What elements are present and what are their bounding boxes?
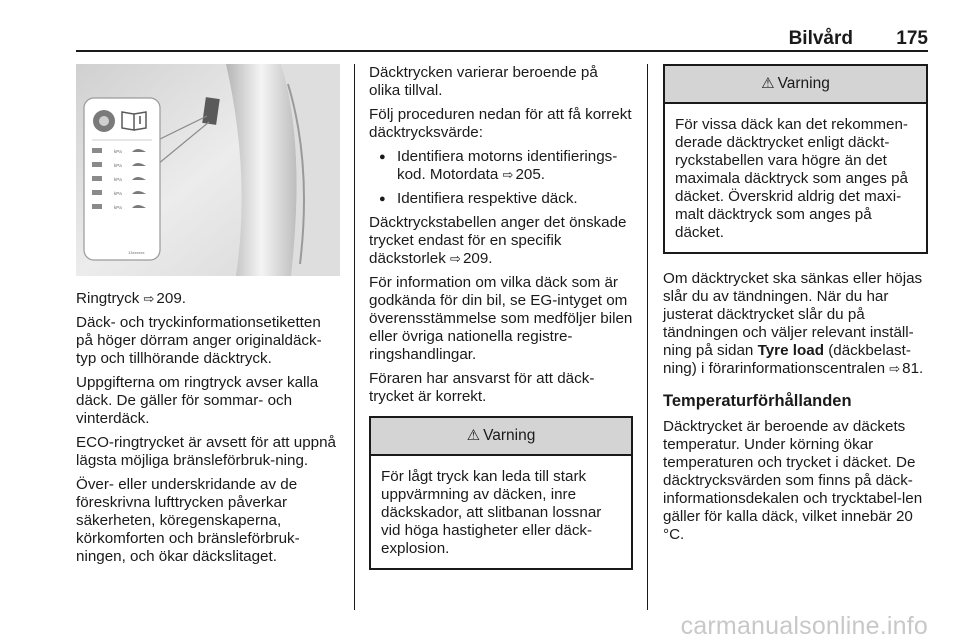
page-reference[interactable]: 209.: [462, 250, 493, 267]
column-divider: [647, 64, 648, 610]
paragraph: Däcktrycket är beroende av däckets temperatur. Under körning ökar temperaturen och trycket i däcket. De däcktrycksvärden som finns på däck-informationsdekalen och trycktabel-len gäller för kalla däck, vilket innebär 20 °C.: [663, 418, 923, 543]
paragraph: Ringtryck ⇨ 209.: [76, 290, 340, 308]
page-header: [76, 20, 928, 50]
warning-title: Varning: [483, 427, 536, 444]
pressure-unit-label: kPa: [114, 149, 122, 154]
warning-triangle-icon: ⚠: [466, 427, 481, 444]
pressure-unit-label: kPa: [114, 205, 122, 210]
page-number: 175: [896, 28, 928, 49]
warning-body: För lågt tryck kan leda till stark uppvärmning av däcken, inre däckskador, att slitbanan lossnar vid höga hastigheter eller däck-explosion.: [381, 468, 602, 557]
warning-header: [371, 418, 631, 456]
arrow-reference-icon: [503, 167, 514, 182]
page-reference[interactable]: 209.: [156, 290, 186, 307]
page-reference[interactable]: 81.: [902, 360, 924, 377]
arrow-reference-icon: [450, 251, 461, 266]
paragraph: Däcktrycken varierar beroende på olika tillval.: [369, 64, 598, 99]
paragraph: Däck- och tryckinformationsetiketten på höger dörram anger originaldäck-typ och tillhörande däcktryck.: [76, 314, 322, 367]
paragraph: ECO-ringtrycket är avsett för att uppnå lägsta möjliga bränsleförbruk-ning.: [76, 434, 336, 469]
paragraph: Däcktryckstabellen anger det önskade trycket endast för en specifik däckstorlek ⇨ 209.: [369, 214, 633, 268]
section-heading: Temperaturförhållanden: [663, 392, 852, 410]
list-item: ● Identifiera motorns identifierings-kod. Motordata ⇨ 205.: [369, 148, 633, 184]
paragraph: Över- eller underskridande av de föreskrivna lufttrycken påverkar säkerheten, köregenskaperna, körkomforten och bränsleförbruk-ningen, och ökar däckslitaget.: [76, 476, 300, 565]
door-frame-illustration: [76, 64, 340, 276]
section-title: Bilvård: [788, 28, 853, 49]
paragraph: Föraren har ansvarst för att däck-trycket är korrekt.: [369, 370, 595, 405]
arrow-reference-icon: [889, 361, 900, 376]
column-2: [369, 64, 633, 586]
sticker-code: 13xxxxxx: [128, 250, 145, 255]
column-3: [663, 64, 928, 550]
warning-box: [663, 64, 928, 254]
tyre-icon: [93, 110, 115, 132]
tyre-label-photo: [76, 64, 340, 276]
pressure-unit-label: kPa: [114, 177, 122, 182]
column-1: [76, 64, 340, 572]
paragraph: För information om vilka däck som är godkända för din bil, se EG-intyget om överensstämmelse som medföljer bilen eller övriga nationella registre-ringshandlingar.: [369, 274, 633, 363]
warning-title: Varning: [777, 75, 830, 92]
bullet-list: [369, 148, 633, 208]
warning-box: [369, 416, 633, 570]
paragraph: Följ proceduren nedan för att få korrekt däcktrycksvärde:: [369, 106, 632, 141]
arrow-reference-icon: [144, 291, 155, 306]
pressure-unit-label: kPa: [114, 163, 122, 168]
pressure-unit-label: kPa: [114, 191, 122, 196]
column-divider: [354, 64, 355, 610]
warning-body: För vissa däck kan det rekommen-derade däcktrycket enligt däckt-ryckstabellen vara högre än det maximala däcktryck som anges på däcket. Överskrid aldrig det maxi-malt däcktryck som anges på däcket.: [675, 116, 908, 241]
menu-item-name: Tyre load: [757, 342, 824, 359]
paragraph: Om däcktrycket ska sänkas eller höjas slår du av tändningen. När du har justerat däcktrycket slår du på tändningen och väljer relevant inställ-ning på sidan Tyre load (däckbelast-ning) i förarinformationscentralen ⇨ 81.: [663, 270, 928, 378]
watermark: carmanualsonline.info: [680, 612, 928, 640]
header-rule: [76, 50, 928, 52]
page-reference[interactable]: 205.: [515, 166, 545, 183]
warning-header: [665, 66, 926, 104]
paragraph: Uppgifterna om ringtryck avser kalla däck. De gäller för sommar- och vinterdäck.: [76, 374, 319, 427]
list-item: ● Identifiera respektive däck.: [369, 190, 633, 208]
warning-triangle-icon: ⚠: [761, 75, 775, 92]
